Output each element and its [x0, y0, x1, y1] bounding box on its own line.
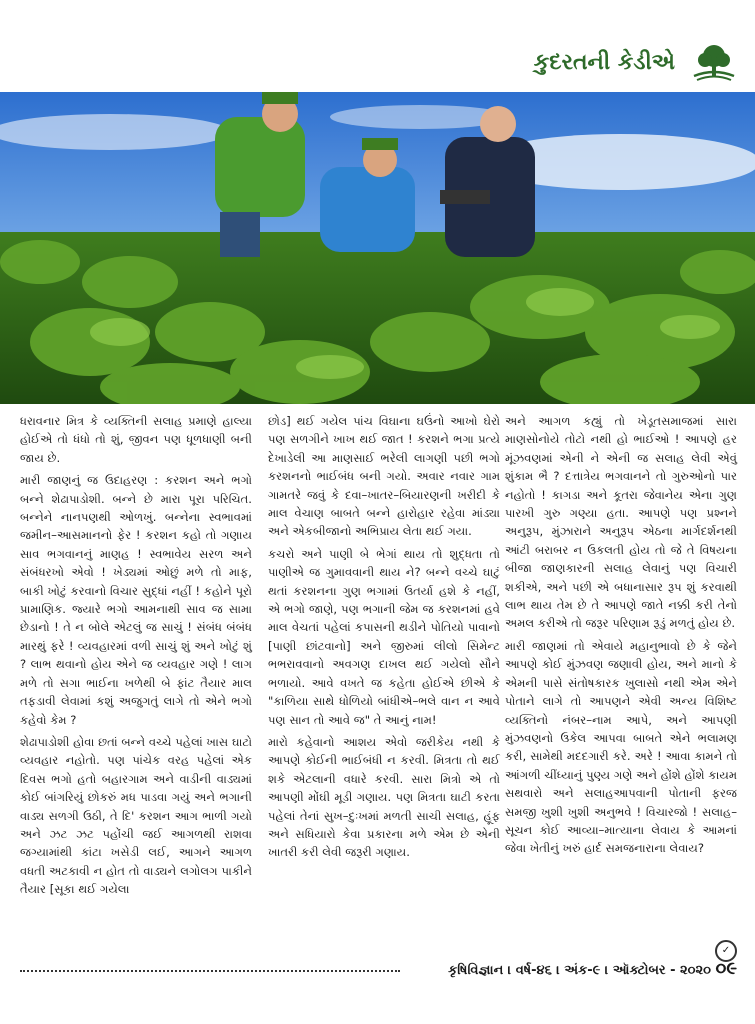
- paragraph: મારી જાણમાં તો એવાયે મહાનુભાવો છે કે જેને આપણે કોઈ મુંઝવણ જણાવી હોય, અને માનો કે એમની પાસે સંતોષકારક ખુલાસો નથી એમ એને પોતાને લાગે તો આપણને એવી અન્ય વિશિષ્ટ વ્યક્તિનો નંબર–નામ આપે, અને આપણી મુંઝવણનો ઉકેલ આપવા બાબતે એને ભલામણ કરી, સામેથી મદદગારી કરે. અરે ! આવા કામને તો આંગળી ચીંધ્યાનું પુણ્ય ગણે અને હોંશે હોંશે કાયમ સથવારો અને સલાહઆપવાની પોતાની ફરજ સમજી ખુશી ખુશી અનુભવે ! વિચારજો ! સલાહ–સૂચન કોઈ આવ્યા–માત્યાના લેવાય કે આમનાં જેવા ખેતીનું ખરું હાર્દ સમજનારાના લેવાય?: [505, 638, 737, 856]
- page-number: ૦૯: [715, 958, 737, 979]
- paragraph: ધરાવનાર મિત્ર કે વ્યક્તિની સલાહ પ્રમાણે હાલ્યા હોઈએ તો ધંધો તો શું, જીવન પણ ધૂળધાણી બની જાય છે.: [20, 414, 252, 465]
- column-3: [505, 412, 737, 862]
- paragraph: મારી જાણનું જ ઉદાહરણ : કરશન અને ભગો બન્ને શેઢાપાડોશી. બન્ને છે મારા પૂરા પરિચિત. બન્નેને નાનપણથી ઓળખું. બન્નેના સ્વભાવમાં જમીન–આસમાનનો ફેર ! કરશન કહો તો ગણાય સાવ ભગવાનનું માણહ ! સ્વભાવેય સરળ અને સંબંધરખો એવો ! ખેડ્યમાં ઓછું મળે તો માફ, બાકી ખોટું કરવાનો વિચાર સુદ્ધાં નહીં ! કહોને પૂરો પ્રામાણિક. જ્યારે ભગો આમનાથી સાવ જ સામા છેડાનો ! તે ન બોલે એટલું જ સાચું ! સંબંધ બંબંધ મારથું ફરે ! વ્યવહારમાં વળી સાચું શું અને ખોટું શું ? લાભ થવાનો હોય એને જ વ્યવહાર ગણે ! લાગ મળે તો સગા ભાઈના ખળેથી બે ફાંટ તૈયાર માલ તફડાવી લેવામાં કશું અજુગતું લાગે તો એને ભગો કહેવો કેમ ?: [20, 473, 252, 727]
- publication-info: કૃષિવિજ્ઞાન । વર્ષ-૪૬ । અંક-૯ । ઑક્ટોબર - ૨૦૨૦: [448, 963, 711, 978]
- page-header: [0, 0, 755, 92]
- paragraph: મારો કહેવાનો આશય એવો જરીકેય નથી કે આપણે કોઈની ભાઈબંધી ન કરવી. મિત્રતા તો થઈ શકે એટલાની વધારે કરવી. સારા મિત્રો એ તો આપણી મોંઘી મૂડી ગણાય. પણ મિત્રતા ઘાટી કરતા પહેલાં તેનાં સુખ–દુઃખમાં મળતી સાચી સલાહ, હૂંફ અને સધિયારો કેવા પ્રકારના મળે એમ છે એની ખાતરી કરી લેવી જરૂરી ગણાય.: [268, 734, 500, 860]
- section-title: કુદરતની કેડીએ: [533, 50, 675, 75]
- farmers-in-field-photo: [0, 92, 755, 404]
- page-footer: [448, 958, 737, 979]
- paragraph: શેઢાપાડોશી હોવા છતાં બન્ને વચ્ચે પહેલાં ખાસ ઘાટો વ્યવહાર નહોતો. પણ પાંચેક વરહ પહેલાં એક દિવસ ભગો હતો બહારગામ અને વાડીની વાડ્યમાં કોઈ બાંગરિયું છોકરું મધ પાડવા ગયું અને ભગાની વાડ્ય સળગી ઉઠી, તે દિ' કરશન આગ ભાળી ગયો અને ઝટ ઝટ પહોંચી જઈ આગળથી રાશવા જગ્યામાંથી કાંટા ખસેડી લઈ, આગને આગળ વધતી અટકાવી ન હોત તો વાડ્યને લગોલગ પાકીને તૈયાર [સૂકા થઈ ગયેલા: [20, 734, 252, 897]
- end-mark-icon: ✓: [715, 940, 737, 962]
- article-body: [0, 412, 755, 952]
- column-1: [20, 412, 252, 903]
- paragraph: અને આગળ કહ્યું તો ખેડૂતસમાજમાં સારા માણસોનોયે તોટો નથી હો ભાઈઓ ! આપણે હર મૂંઝવણમાં એની ને એની જ સલાહ લેવી એવું શુંકામ ભૈ ? દત્તાત્રેય ભગવાનને તો ગુરુઓનો પાર નહોતો ! કાગડા અને કૂતરા જેવાનેય એના ગુણ પારખી ગુરુ ગણ્યા હતા. આપણે પણ પ્રશ્નને અનુરૂપ, મુંઝારાને અનુરૂપ એઠના માર્ગદર્શનથી આંટી બરાબર ન ઉકલતી હોય તો જે તે વિષયના બીજા જાણકારની સલાહ લેવાનું પણ વિચારી શકીએ, અને પછી એ બધાનાસાર રૂપ શું કરવાથી લાભ થાય તેમ છે તે આપણે જાતે નક્કી કરી તેનો અમલ કરીએ તો જરૂર પરિણામ રૂડું મળતું હોય છે.: [505, 414, 737, 631]
- tree-logo-icon: [689, 42, 739, 84]
- paragraph: છોડ] થઈ ગયેલ પાંચ વિઘાના ઘઉંનો આખો ઘેરો પણ સળગીને ખાખ થઈ જાત ! કરશને ભગા પ્રત્યે દેખાડેલી આ માણસાઈ ભરેલી લાગણી પછી ભગો કરશનનો ભાઈબંધ બની ગયો. અવાર નવાર ગામ ગામતરે જવું કે દવા–ખાતર–બિયારણની ખરીદી કે માલ વેચાણ બાબતે બન્ને હારોહાર રહેવા માંડ્યા અને એકબીજાનો અભિપ્રાય લેતા થઈ ગયા.: [268, 414, 500, 539]
- footer-divider: [20, 970, 400, 972]
- paragraph: કચરો અને પાણી બે ભેગાં થાય તો શુદ્ધતા તો પાણીએ જ ગુમાવવાની થાય ને? બન્ને વચ્ચે ઘાટું થતાં કરશનના ગુણ ભગામાં ઉતર્યા હશે કે નહીં, એ ભગો જાણે, પણ ભગાની જેમ જ કરશનમાં હવે માલ વેચતાં પહેલાં કપાસની થડીને પોતિયો પાવાનો [પાણી છાંટવાનો] અને જીરુમાં લીલો સિમેન્ટ ભભરાવવાનો અવગણ દાખલ થઈ ગયેલો સૌને ભળાયો. આવે વખતે જ કહેતા હોઈએ છીએ કે "કાળિયા સાથે ધોળિયો બાંધીએ–ભલે વાન ન આવે પણ સાન તો આવે જ" તે આનું નામ!: [268, 546, 500, 727]
- column-2: [268, 412, 500, 866]
